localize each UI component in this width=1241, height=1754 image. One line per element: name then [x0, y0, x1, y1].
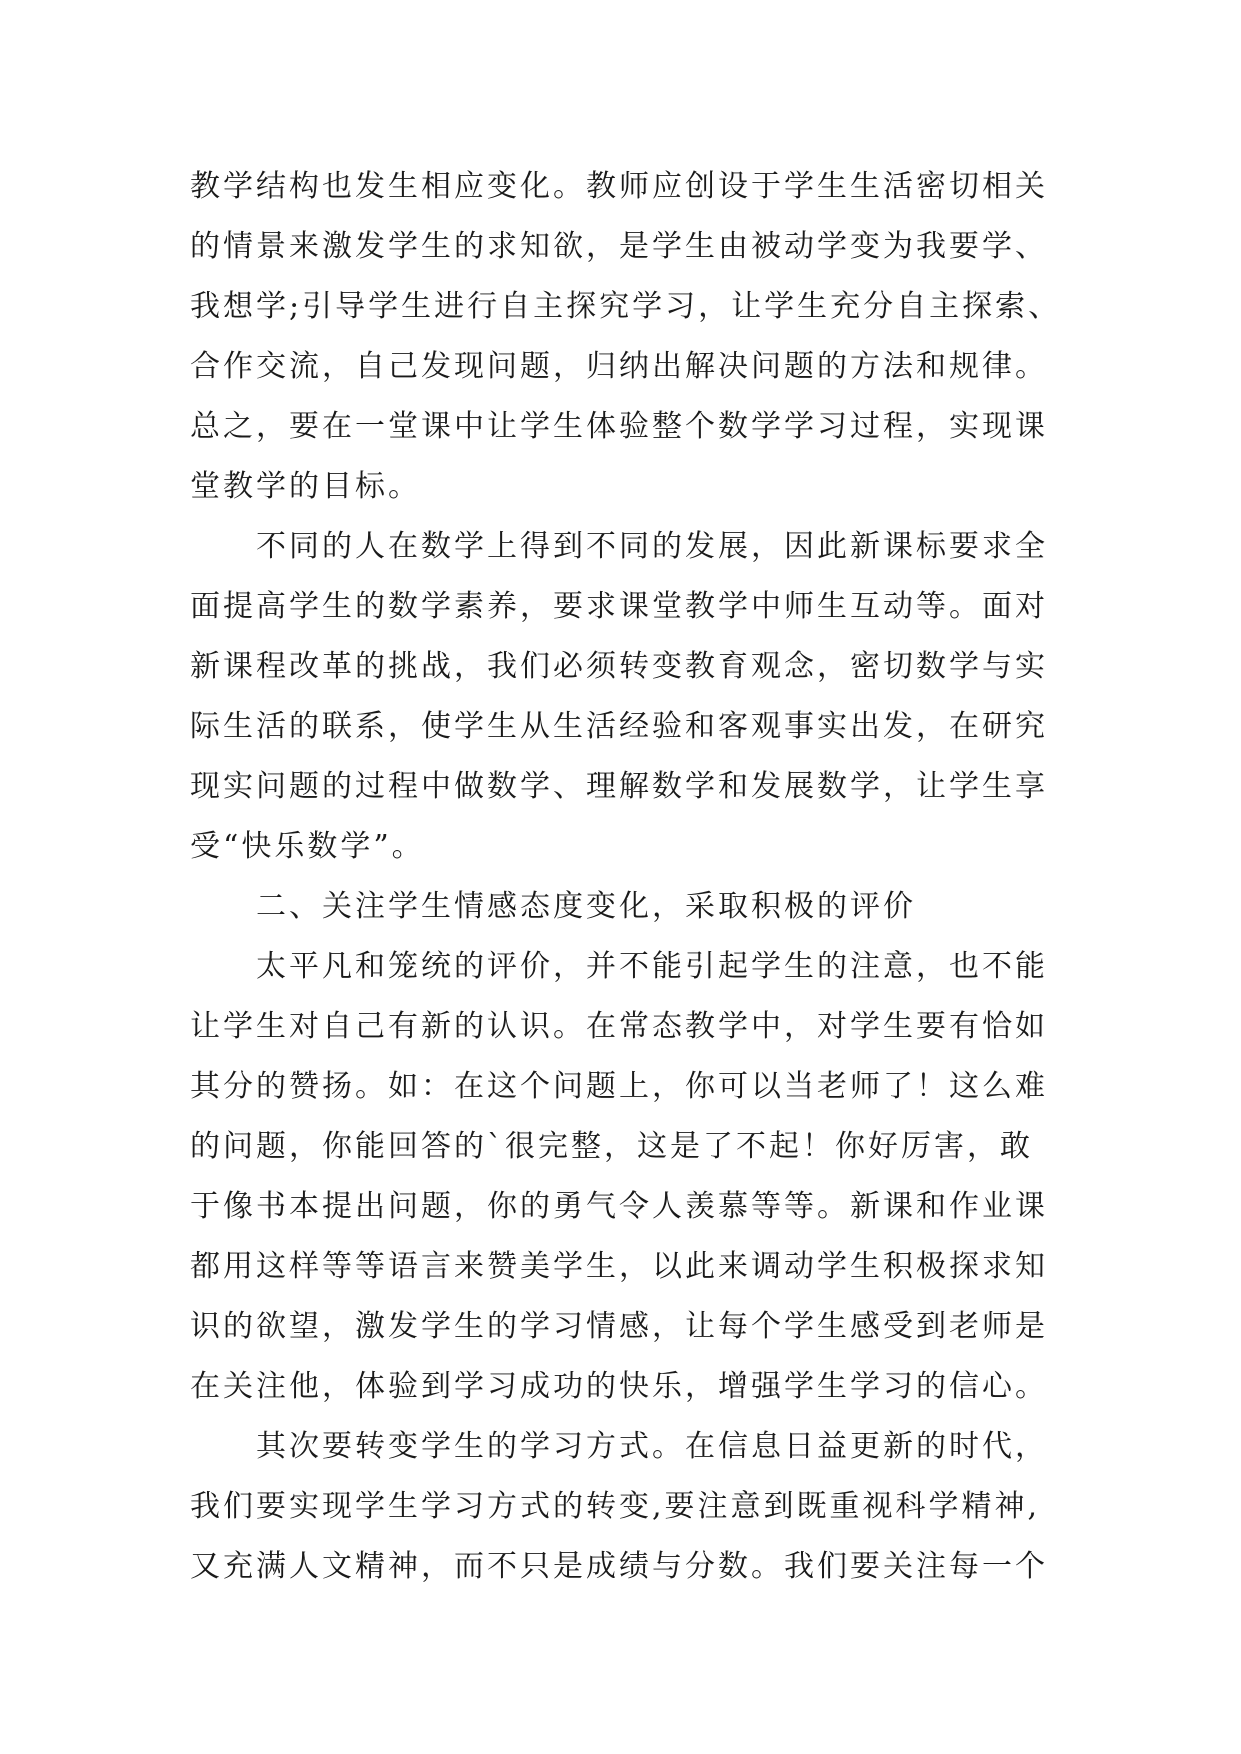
text-line: 面提高学生的数学素养，要求课堂教学中师生互动等。面对 [190, 589, 1048, 624]
text-line: 在关注他，体验到学习成功的快乐，增强学生学习的信心。 [190, 1369, 1048, 1404]
text-line: 新课程改革的挑战，我们必须转变教育观念，密切数学与实 [190, 649, 1048, 684]
text-line: 让学生对自己有新的认识。在常态教学中，对学生要有恰如 [190, 1009, 1048, 1044]
text-line: 又充满人文精神，而不只是成绩与分数。我们要关注每一个 [190, 1549, 1048, 1584]
text-line: 现实问题的过程中做数学、理解数学和发展数学，让学生享 [190, 769, 1048, 804]
text-line: 总之，要在一堂课中让学生体验整个数学学习过程，实现课 [190, 409, 1048, 444]
text-line: 堂教学的目标。 [190, 469, 421, 504]
text-line: 识的欲望，激发学生的学习情感，让每个学生感受到老师是 [190, 1309, 1048, 1344]
text-line: 其次要转变学生的学习方式。在信息日益更新的时代， [190, 1429, 1048, 1464]
text-line: 际生活的联系，使学生从生活经验和客观事实出发，在研究 [190, 709, 1048, 744]
text-line: 合作交流，自己发现问题，归纳出解决问题的方法和规律。 [190, 349, 1048, 384]
section-heading: 二、关注学生情感态度变化，采取积极的评价 [190, 889, 916, 924]
text-line: 于像书本提出问题，你的勇气令人羡慕等等。新课和作业课 [190, 1189, 1048, 1224]
text-line: 受“快乐数学”。 [190, 829, 425, 864]
text-line: 其分的赞扬。如：在这个问题上，你可以当老师了！这么难 [190, 1069, 1048, 1104]
text-line: 都用这样等等语言来赞美学生，以此来调动学生积极探求知 [190, 1249, 1048, 1284]
text-line: 不同的人在数学上得到不同的发展，因此新课标要求全 [190, 529, 1048, 564]
text-line: 的问题，你能回答的`很完整，这是了不起！你好厉害，敢 [190, 1129, 1033, 1164]
text-line: 的情景来激发学生的求知欲，是学生由被动学变为我要学、 [190, 229, 1048, 264]
body-text [190, 157, 1070, 1597]
text-line: 教学结构也发生相应变化。教师应创设于学生生活密切相关 [190, 169, 1048, 204]
text-line: 太平凡和笼统的评价，并不能引起学生的注意，也不能 [190, 949, 1048, 984]
text-line: 我们要实现学生学习方式的转变,要注意到既重视科学精神, [190, 1489, 1041, 1524]
text-line: 我想学;引导学生进行自主探究学习，让学生充分自主探索、 [190, 289, 1062, 324]
